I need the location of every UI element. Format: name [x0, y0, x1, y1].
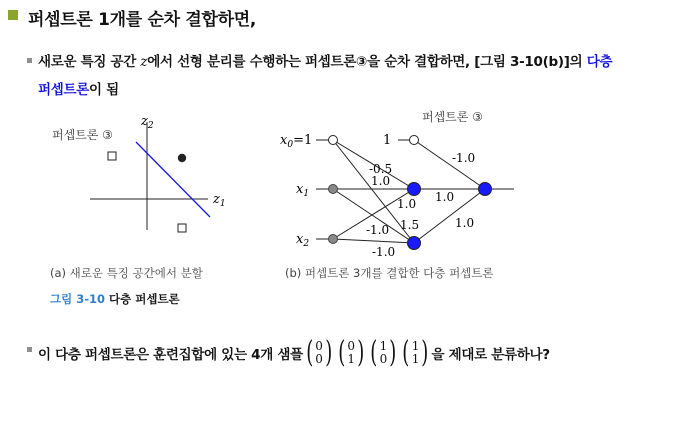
sub-bullet [27, 347, 32, 352]
input-node [329, 235, 338, 244]
question-pre: 이 다층 퍼셉트론은 훈련집합에 있는 4개 샘플 [38, 347, 303, 363]
body-line-2 [38, 78, 119, 98]
weight-label: 1.0 [435, 190, 455, 204]
bias-node [410, 136, 419, 145]
figure-caption [50, 291, 180, 307]
input-x2-label: $x_2$ [296, 232, 310, 249]
weight-label: 1.0 [371, 174, 391, 188]
body-line-1 [38, 50, 612, 70]
sample-vector: ( 1 1 ) [402, 335, 429, 370]
input-x0-label: $x_0=1$ [280, 133, 313, 150]
edge [333, 239, 414, 243]
figure-a-caption: (a) 새로운 특징 공간에서 분할 [50, 266, 203, 280]
line2-post: 이 됨 [88, 82, 119, 98]
weight-label: -0.5 [369, 162, 393, 176]
weight-label: -1.0 [366, 223, 390, 237]
figure-b-caption: (b) 퍼셉트론 3개를 결합한 다층 퍼셉트론 [285, 266, 494, 280]
z1-axis-label: $z_1$ [213, 192, 226, 209]
question-post: 을 제대로 분류하나? [431, 347, 550, 363]
figure-a-perceptron-label: 퍼셉트론 ③ [52, 128, 113, 142]
line1-pre: 새로운 특징 공간 [38, 54, 141, 70]
sample-vector: ( 1 0 ) [370, 335, 397, 370]
figure-number: 그림 3-10 [50, 292, 105, 306]
figure-caption-text: 다층 퍼셉트론 [105, 292, 180, 306]
sample-dot [178, 154, 186, 162]
figure-a-feature-space [40, 108, 250, 258]
sample-square [178, 224, 186, 232]
line1-post: 에서 선형 분리를 수행하는 퍼셉트론③을 순차 결합하면, [그림 3-10(b)]의 [147, 54, 587, 70]
sample-square [108, 152, 116, 160]
question-line [38, 335, 550, 370]
bias-node [329, 136, 338, 145]
slide-title: 퍼셉트론 1개를 순차 결합하면, [28, 10, 257, 30]
figure-b-network [268, 105, 528, 260]
hidden-node [408, 237, 421, 250]
output-node [479, 183, 492, 196]
sample-vector: ( 0 0 ) [306, 335, 332, 370]
weight-label: -1.0 [372, 245, 396, 259]
title-bullet [8, 10, 18, 20]
z2-axis-label: $z_2$ [141, 114, 154, 131]
line1-var: z [140, 54, 148, 70]
weight-label: 1.5 [400, 218, 420, 232]
weight-label: -1.0 [452, 151, 476, 165]
figure-b-perceptron-label: 퍼셉트론 ③ [422, 110, 483, 124]
line2-blue: 퍼셉트론 [38, 82, 89, 98]
weight-label: 1.0 [455, 216, 475, 230]
bias-one-label: 1 [383, 133, 392, 148]
input-node [329, 185, 338, 194]
input-x1-label: $x_1$ [296, 182, 310, 199]
hidden-node [408, 183, 421, 196]
weight-label: 1.0 [397, 197, 417, 211]
sub-bullet [27, 58, 32, 63]
line1-blue: 다층 [586, 54, 613, 70]
sample-vector: ( 0 1 ) [338, 335, 364, 370]
